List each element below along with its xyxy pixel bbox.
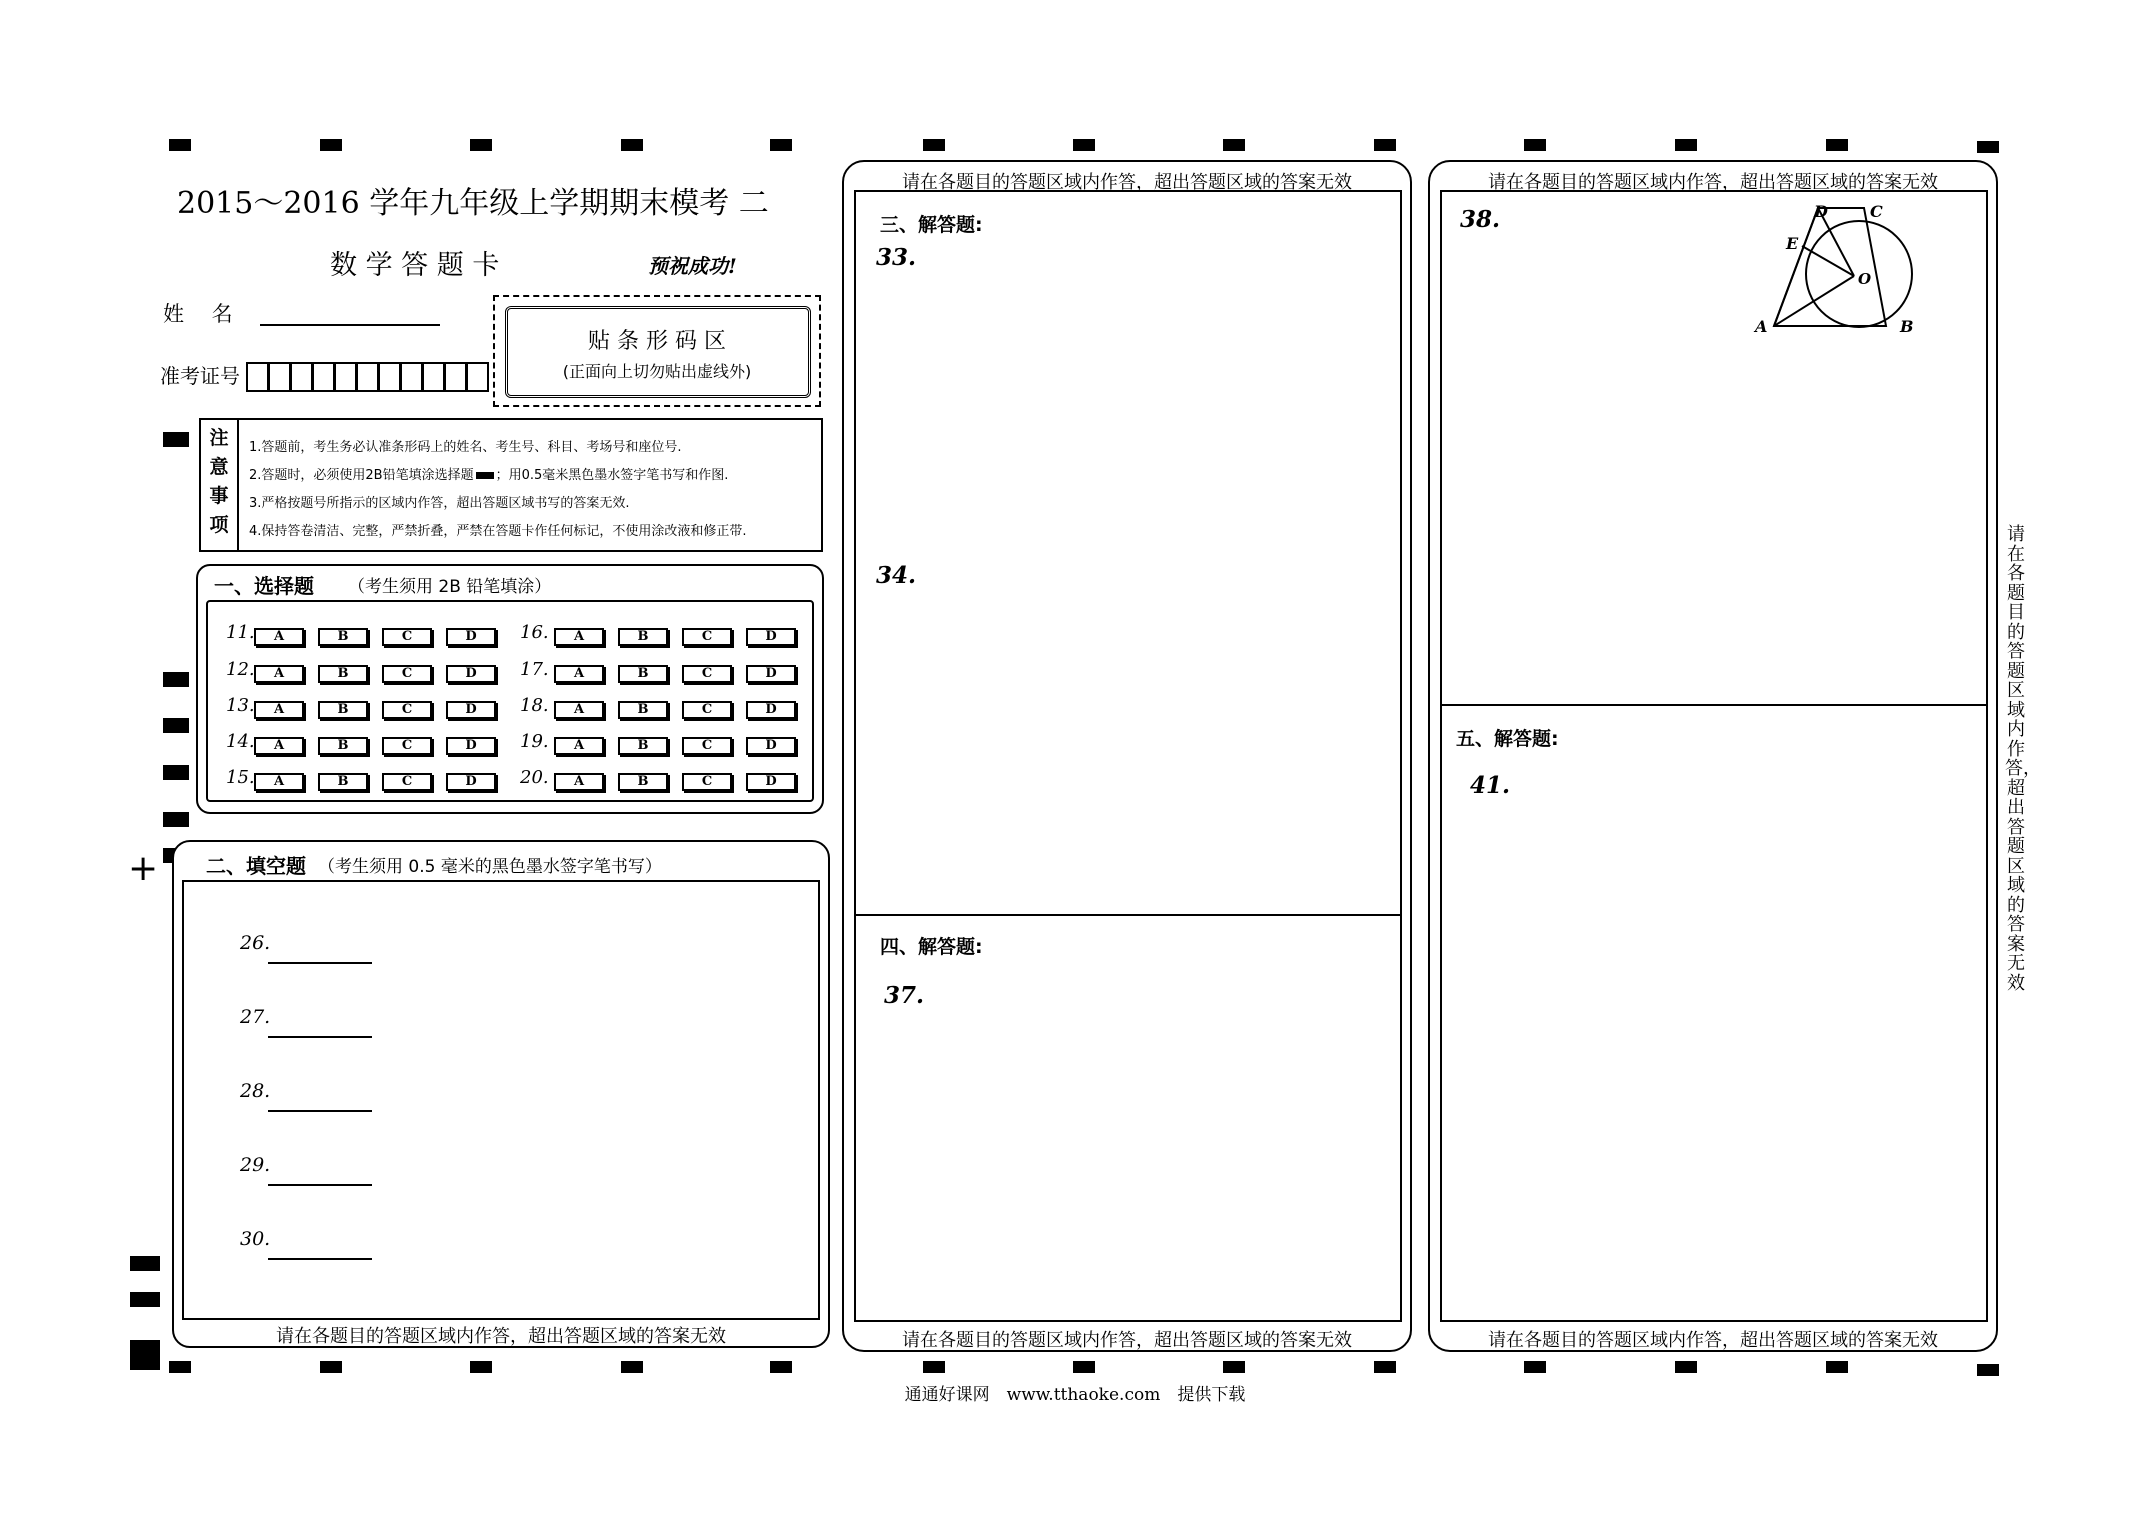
blank-line[interactable] xyxy=(268,1184,372,1186)
timing-mark xyxy=(770,1361,792,1373)
question-33-label: 33. xyxy=(876,244,917,271)
blank-number: 29. xyxy=(240,1154,271,1176)
right-bottom-warning: 请在各题目的答题区域内作答，超出答题区域的答案无效 xyxy=(1488,1330,1938,1351)
question-37-label: 37. xyxy=(884,982,925,1009)
timing-mark xyxy=(320,1361,342,1373)
choice-question-number: 13. xyxy=(226,695,255,716)
choice-option-bubble[interactable]: D xyxy=(746,701,796,719)
id-digit-box[interactable] xyxy=(356,362,379,392)
choice-question-number: 20. xyxy=(520,767,549,788)
timing-mark xyxy=(1374,1361,1396,1373)
timing-mark xyxy=(1826,139,1848,151)
choice-question-number: 11. xyxy=(226,622,255,643)
notice-label xyxy=(201,420,239,550)
timing-mark xyxy=(1977,1364,1999,1376)
id-digit-box[interactable] xyxy=(246,362,269,392)
fill-section-title: 二、填空题 xyxy=(206,854,306,878)
geometry-figure xyxy=(1750,198,1930,332)
fill-sample-swatch xyxy=(476,472,494,479)
id-digit-box[interactable] xyxy=(290,362,313,392)
choice-option-bubble[interactable]: B xyxy=(318,665,368,683)
choice-option-bubble[interactable]: A xyxy=(254,737,304,755)
id-digit-box[interactable] xyxy=(444,362,467,392)
choice-option-bubble[interactable]: B xyxy=(318,773,368,791)
figure-label-c: C xyxy=(1870,202,1883,221)
id-digit-box[interactable] xyxy=(268,362,291,392)
choice-option-bubble[interactable]: D xyxy=(746,773,796,791)
timing-mark xyxy=(1524,139,1546,151)
plus-sign: + xyxy=(128,848,159,889)
question-38-label: 38. xyxy=(1460,206,1501,233)
choice-option-bubble[interactable]: C xyxy=(682,701,732,719)
figure-label-e: E xyxy=(1786,234,1799,253)
right-divider xyxy=(1440,704,1986,706)
timing-mark xyxy=(1223,1361,1245,1373)
timing-mark xyxy=(163,672,189,687)
timing-mark xyxy=(1223,139,1245,151)
id-digit-box[interactable] xyxy=(334,362,357,392)
choice-option-bubble[interactable]: B xyxy=(318,737,368,755)
choice-question-number: 14. xyxy=(226,731,255,752)
timing-mark xyxy=(130,1292,160,1307)
choice-option-bubble[interactable]: D xyxy=(746,665,796,683)
figure-label-b: B xyxy=(1900,317,1914,336)
notice-item-part: ；用0.5毫米黑色墨水签字笔书写和作图. xyxy=(495,468,729,483)
choice-question-number: 12. xyxy=(226,659,255,680)
right-top-warning: 请在各题目的答题区域内作答，超出答题区域的答案无效 xyxy=(1488,172,1938,193)
blank-number: 30. xyxy=(240,1228,271,1250)
choice-option-bubble[interactable]: B xyxy=(618,628,668,646)
blank-number: 26. xyxy=(240,932,271,954)
choice-option-bubble[interactable]: A xyxy=(554,701,604,719)
id-digit-box[interactable] xyxy=(466,362,489,392)
choice-option-bubble[interactable]: A xyxy=(254,665,304,683)
section4-title: 四、解答题: xyxy=(880,936,983,958)
timing-mark xyxy=(1073,139,1095,151)
choice-question-number: 19. xyxy=(520,731,549,752)
middle-panel xyxy=(842,160,1412,1352)
figure-label-o: O xyxy=(1858,270,1872,288)
side-warning: 请在各题目的答题区域内作答，超出答题区域的答案无效 xyxy=(2005,524,2041,994)
timing-mark xyxy=(621,1361,643,1373)
name-field[interactable] xyxy=(260,324,440,326)
timing-mark xyxy=(923,1361,945,1373)
notice-item: 3.严格按题号所指示的区域内作答，超出答题区域书写的答案无效. xyxy=(249,496,630,511)
id-digit-box[interactable] xyxy=(312,362,335,392)
timing-mark xyxy=(169,1361,191,1373)
id-label: 准考证号 xyxy=(160,364,240,388)
choice-question-number: 17. xyxy=(520,659,549,680)
barcode-title: 贴 条 形 码 区 xyxy=(588,329,726,354)
notice-label-char: 意 xyxy=(209,456,229,478)
choice-option-bubble[interactable]: A xyxy=(554,773,604,791)
blank-number: 27. xyxy=(240,1006,271,1028)
segment-ae-extension xyxy=(1774,208,1818,326)
figure-label-d: D xyxy=(1814,202,1828,221)
timing-mark xyxy=(1675,139,1697,151)
barcode-note: (正面向上切勿贴出虚线外) xyxy=(562,362,752,381)
choice-option-bubble[interactable]: B xyxy=(618,665,668,683)
card-subtitle: 数 学 答 题 卡 xyxy=(330,250,500,281)
id-digit-box[interactable] xyxy=(378,362,401,392)
choice-option-bubble[interactable]: A xyxy=(254,701,304,719)
choice-option-bubble[interactable]: B xyxy=(618,737,668,755)
right-answer-frame xyxy=(1440,190,1988,1322)
section3-title: 三、解答题: xyxy=(880,214,983,236)
choice-option-bubble[interactable]: B xyxy=(618,701,668,719)
notice-items xyxy=(249,434,815,546)
right-panel xyxy=(1428,160,1998,1352)
timing-mark xyxy=(470,139,492,151)
choice-option-bubble[interactable]: C xyxy=(382,701,432,719)
choice-option-bubble[interactable]: C xyxy=(382,773,432,791)
blank-line[interactable] xyxy=(268,1110,372,1112)
question-41-label: 41. xyxy=(1470,772,1511,799)
choice-option-bubble[interactable]: D xyxy=(446,628,496,646)
id-digit-box[interactable] xyxy=(422,362,445,392)
choice-option-bubble[interactable]: B xyxy=(618,773,668,791)
id-digit-box[interactable] xyxy=(400,362,423,392)
timing-mark xyxy=(1073,1361,1095,1373)
notice-label-char: 事 xyxy=(209,485,229,507)
fill-section-note: （考生须用 0.5 毫米的黑色墨水签字笔书写） xyxy=(318,857,662,877)
name-label: 姓 名 xyxy=(163,302,233,326)
choice-option-bubble[interactable]: A xyxy=(554,737,604,755)
choice-option-bubble[interactable]: D xyxy=(746,737,796,755)
question-34-label: 34. xyxy=(876,562,917,589)
timing-mark xyxy=(923,139,945,151)
choice-option-bubble[interactable]: D xyxy=(446,701,496,719)
choice-option-bubble[interactable]: A xyxy=(254,628,304,646)
figure-label-a: A xyxy=(1755,317,1768,336)
choice-question-number: 15. xyxy=(226,767,255,788)
choice-question-number: 18. xyxy=(520,695,549,716)
timing-mark xyxy=(130,1256,160,1271)
choice-option-bubble[interactable]: A xyxy=(254,773,304,791)
choice-option-bubble[interactable]: D xyxy=(746,628,796,646)
timing-mark xyxy=(770,139,792,151)
blank-line[interactable] xyxy=(268,1036,372,1038)
notice-item xyxy=(249,462,815,490)
choice-option-bubble[interactable]: D xyxy=(446,773,496,791)
barcode-area xyxy=(493,295,821,407)
choice-section xyxy=(196,564,824,814)
choice-option-bubble[interactable]: C xyxy=(382,737,432,755)
timing-mark xyxy=(1524,1361,1546,1373)
choice-option-bubble[interactable]: D xyxy=(446,737,496,755)
blank-number: 28. xyxy=(240,1080,271,1102)
timing-mark xyxy=(163,812,189,827)
trapezoid-shape xyxy=(1774,208,1886,326)
page-title: 2015～2016 学年九年级上学期期末模考 二 xyxy=(177,186,769,221)
blank-line[interactable] xyxy=(268,962,372,964)
timing-mark xyxy=(621,139,643,151)
choice-option-bubble[interactable]: C xyxy=(682,773,732,791)
choice-option-bubble[interactable]: B xyxy=(318,701,368,719)
notice-label-char: 注 xyxy=(209,427,229,449)
notice-item: 1.答题前，考生务必认准条形码上的姓名、考生号、科目、考场号和座位号. xyxy=(249,440,682,455)
segment-ao xyxy=(1774,276,1854,326)
timing-mark xyxy=(130,1340,160,1370)
timing-mark xyxy=(163,718,189,733)
middle-top-warning: 请在各题目的答题区域内作答，超出答题区域的答案无效 xyxy=(902,172,1352,193)
choice-option-bubble[interactable]: C xyxy=(682,737,732,755)
choice-option-bubble[interactable]: C xyxy=(382,665,432,683)
notice-box xyxy=(199,418,823,552)
notice-item: 4.保持答卷清洁、完整，严禁折叠，严禁在答题卡作任何标记，不使用涂改液和修正带. xyxy=(249,524,747,539)
fill-section xyxy=(172,840,830,1348)
notice-item-part: 2.答题时，必须使用2B铅笔填涂选择题 xyxy=(249,468,474,483)
choice-option-bubble[interactable]: C xyxy=(682,628,732,646)
timing-mark xyxy=(1675,1361,1697,1373)
blank-line[interactable] xyxy=(268,1258,372,1260)
timing-mark xyxy=(163,432,189,447)
timing-mark xyxy=(320,139,342,151)
section5-title: 五、解答题: xyxy=(1456,728,1559,750)
choice-option-bubble[interactable]: B xyxy=(318,628,368,646)
choice-option-bubble[interactable]: A xyxy=(554,628,604,646)
timing-mark xyxy=(169,139,191,151)
timing-mark xyxy=(470,1361,492,1373)
fill-answer-frame xyxy=(182,880,820,1320)
wish-text: 预祝成功! xyxy=(648,254,737,278)
middle-answer-frame xyxy=(854,190,1402,1322)
timing-mark xyxy=(163,765,189,780)
middle-bottom-warning: 请在各题目的答题区域内作答，超出答题区域的答案无效 xyxy=(902,1330,1352,1351)
timing-mark xyxy=(1977,141,1999,153)
choice-option-bubble[interactable]: A xyxy=(554,665,604,683)
choice-option-bubble[interactable]: D xyxy=(446,665,496,683)
timing-mark xyxy=(1826,1361,1848,1373)
timing-mark xyxy=(1374,139,1396,151)
choice-option-bubble[interactable]: C xyxy=(682,665,732,683)
choice-option-bubble[interactable]: C xyxy=(382,628,432,646)
notice-label-char: 项 xyxy=(209,514,229,536)
middle-divider xyxy=(854,914,1400,916)
choice-question-number: 16. xyxy=(520,622,549,643)
fill-warning: 请在各题目的答题区域内作答，超出答题区域的答案无效 xyxy=(276,1326,726,1347)
choice-section-note: （考生须用 2B 铅笔填涂） xyxy=(348,577,552,597)
footer-text: 通通好课网 www.tthaoke.com 提供下载 xyxy=(904,1385,1246,1405)
choice-section-title: 一、选择题 xyxy=(214,574,314,598)
